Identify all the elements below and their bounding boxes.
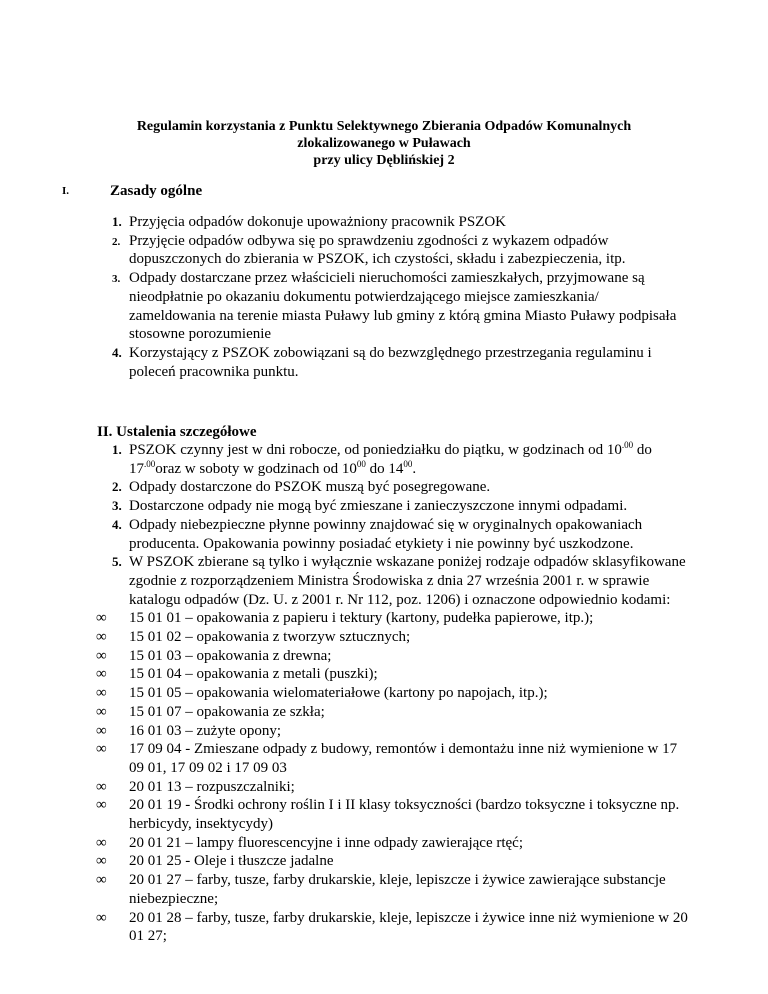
infinity-bullet-icon: ∞ — [96, 778, 107, 795]
infinity-bullet-icon: ∞ — [96, 666, 107, 683]
list-item: 2. Przyjęcie odpadów odbywa się po sprawdzeniu zgodności z wykazem odpadów dopuszczonych do zbierania w PSZOK, ich czystości, składu i zabezpieczenia, itp. — [112, 232, 626, 268]
section-1-heading: Zasady ogólne — [110, 183, 203, 199]
waste-code-item: ∞ 15 01 01 – opakowania z papieru i tektury (kartony, pudełka papierowe, itp.); — [96, 610, 594, 627]
document-title — [60, 118, 708, 169]
infinity-bullet-icon: ∞ — [96, 853, 107, 870]
infinity-bullet-icon: ∞ — [96, 610, 107, 627]
infinity-bullet-icon: ∞ — [96, 647, 107, 664]
title-line-1: Regulamin korzystania z Punktu Selektywnego Zbierania Odpadów Komunalnych — [136, 119, 632, 134]
waste-code-item: ∞ 20 01 21 – lampy fluorescencyjne i inne odpady zawierające rtęć; — [96, 834, 524, 851]
infinity-bullet-icon: ∞ — [96, 909, 107, 926]
section-1-numeral: I. — [62, 185, 70, 197]
waste-code-item: ∞ 15 01 07 – opakowania ze szkła; — [96, 703, 325, 720]
waste-code-item: ∞ 20 01 25 - Oleje i tłuszcze jadalne — [96, 853, 334, 870]
section-2-list — [96, 440, 689, 946]
waste-code-item: ∞ 15 01 02 – opakowania z tworzyw sztucznych; — [96, 629, 411, 646]
infinity-bullet-icon: ∞ — [96, 722, 107, 739]
waste-code-item: ∞ 15 01 03 – opakowania z drewna; — [96, 647, 332, 664]
waste-code-item: ∞ 17 09 04 - Zmieszane odpady z budowy, remontów i demontażu inne niż wymienione w 17 09 01, 17 09 02 i 17 09 03 — [96, 741, 678, 776]
infinity-bullet-icon: ∞ — [96, 741, 107, 758]
waste-code-item: ∞ 20 01 27 – farby, tusze, farby drukarskie, kleje, lepiszcze i żywice zawierające substancje niebezpieczne; — [96, 872, 666, 907]
list-item: 3. Odpady dostarczane przez właścicieli nieruchomości zamieszkałych, przyjmowane są nieodpłatnie po okazaniu dokumentu potwierdzającego miejsce zamieszkania/ zameldowania na terenie miasta Puławy lub gminy z którą gmina Miasto Puławy podpisała stosowne porozumienie — [112, 270, 677, 343]
infinity-bullet-icon: ∞ — [96, 629, 107, 646]
section-2-heading: II. Ustalenia szczegółowe — [97, 424, 257, 440]
list-item: 3. Dostarczone odpady nie mogą być zmieszane i zanieczyszczone innymi odpadami. — [112, 498, 628, 515]
list-item: 5. W PSZOK zbierane są tylko i wyłącznie wskazane poniżej rodzaje odpadów sklasyfikowane zgodnie z rozporządzeniem Ministra Środowiska z dnia 27 września 2001 r. w sprawie katalogu odpadów (Dz. U. z 2001 r. Nr 112, poz. 1206) i oznaczone odpowiednio kodami: — [112, 554, 686, 608]
waste-code-item: ∞ 20 01 13 – rozpuszczalniki; — [96, 778, 295, 795]
waste-code-item: ∞ 16 01 03 – zużyte opony; — [96, 722, 282, 739]
waste-code-list — [96, 609, 689, 946]
infinity-bullet-icon: ∞ — [96, 834, 107, 851]
infinity-bullet-icon: ∞ — [96, 797, 107, 814]
list-item: 2. Odpady dostarczone do PSZOK muszą być posegregowane. — [112, 479, 491, 496]
infinity-bullet-icon: ∞ — [96, 703, 107, 720]
waste-code-item: ∞ 15 01 05 – opakowania wielomateriałowe (kartony po napojach, itp.); — [96, 685, 548, 702]
list-item: 1. Przyjęcia odpadów dokonuje upoważniony pracownik PSZOK — [112, 214, 507, 230]
infinity-bullet-icon: ∞ — [96, 872, 107, 889]
waste-code-item: ∞ 20 01 19 - Środki ochrony roślin I i II klasy toksyczności (bardzo toksyczne i toksyczne np. herbicydy, insektycydy) — [96, 797, 680, 833]
title-line-3: przy ulicy Dęblińskiej 2 — [313, 153, 455, 168]
title-line-2: zlokalizowanego w Puławach — [297, 136, 471, 151]
waste-code-item: ∞ 20 01 28 – farby, tusze, farby drukarskie, kleje, lepiszcze i żywice inne niż wymienione w 20 01 27; — [96, 909, 688, 945]
infinity-bullet-icon: ∞ — [96, 685, 107, 702]
list-item: 4. Korzystający z PSZOK zobowiązani są do bezwzględnego przestrzegania regulaminu i poleceń pracownika punktu. — [112, 344, 652, 380]
section-1-list — [112, 213, 689, 381]
waste-code-item: ∞ 15 01 04 – opakowania z metali (puszki); — [96, 666, 378, 683]
list-item: 1. PSZOK czynny jest w dni robocze, od poniedziałku do piątku, w godzinach od $10^{.00}$ do $17^{.00}oraz$ w soboty w godzinach od $10^{00}$ do $14^{00}$. — [112, 440, 652, 477]
list-item: 4. Odpady niebezpieczne płynne powinny znajdować się w oryginalnych opakowaniach producenta. Opakowania powinny posiadać etykiety i nie powinny być uszkodzone. — [112, 516, 643, 552]
